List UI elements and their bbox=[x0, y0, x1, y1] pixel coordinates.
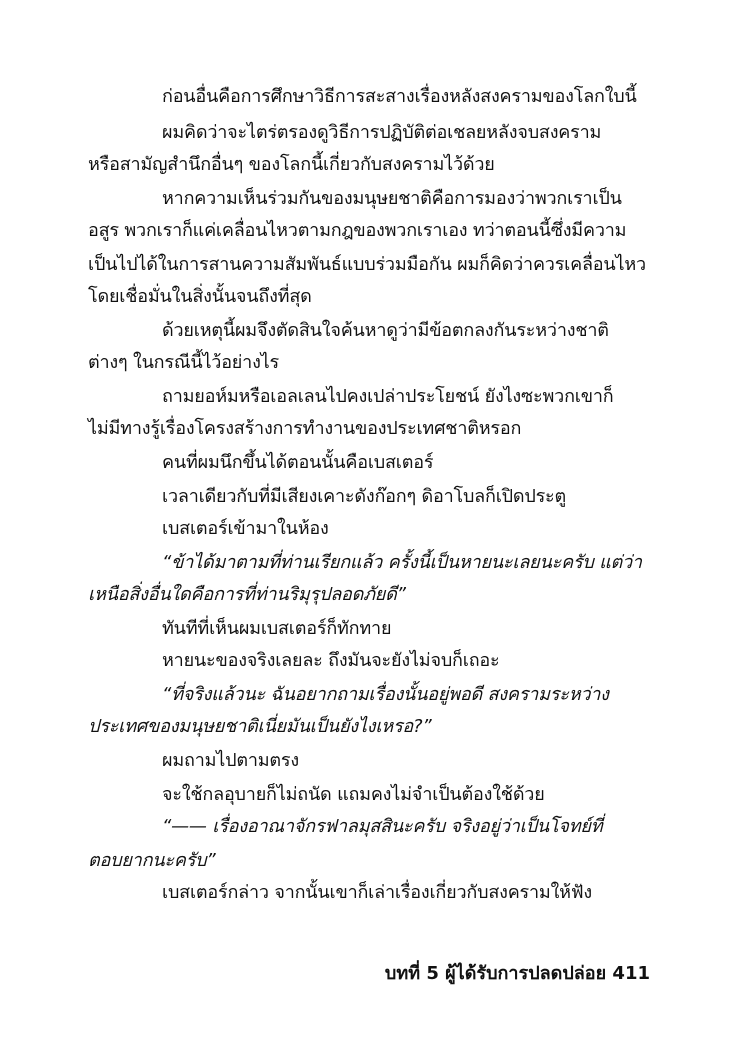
dialogue-line: “ที่จริงแล้วนะ ฉันอยากถามเรื่องนั้นอยู่พอดี สงครามระหว่าง bbox=[162, 684, 609, 705]
dialogue-line: ประเทศของมนุษยชาติเนี่ยมันเป็นยังไงเหรอ?” bbox=[88, 716, 432, 737]
text-line: เบสเตอร์กล่าว จากนั้นเขาก็เล่าเรื่องเกี่ยวกับสงครามให้ฟัง bbox=[162, 882, 592, 903]
dialogue-line: เหนือสิ่งอื่นใดคือการที่ท่านริมุรุปลอดภัยดี” bbox=[88, 584, 406, 605]
text-line: จะใช้กลอุบายก็ไม่ถนัด แถมคงไม่จำเป็นต้องใช้ด้วย bbox=[162, 784, 545, 805]
text-line: ทันทีที่เห็นผมเบสเตอร์ก็ทักทาย bbox=[162, 618, 392, 639]
text-line: หากความเห็นร่วมกันของมนุษยชาติคือการมองว่าพวกเราเป็น bbox=[162, 188, 622, 209]
page-footer: บทที่ 5 ผู้ได้รับการปลดปล่อย 411 bbox=[384, 963, 650, 984]
text-line: เป็นไปได้ในการสานความสัมพันธ์แบบร่วมมือกัน ผมก็คิดว่าควรเคลื่อนไหว bbox=[88, 254, 646, 275]
text-line: ถามยอห์มหรือเอลเลนไปคงเปล่าประโยชน์ ยังไงซะพวกเขาก็ bbox=[162, 386, 614, 407]
text-line: ไม่มีทางรู้เรื่องโครงสร้างการทำงานของประเทศชาติหรอก bbox=[88, 418, 522, 439]
text-line: เวลาเดียวกับที่มีเสียงเคาะดังก๊อกๆ ดิอาโบลก็เปิดประตู bbox=[162, 486, 567, 507]
text-line: หายนะของจริงเลยละ ถึงมันจะยังไม่จบก็เถอะ bbox=[162, 650, 500, 671]
dialogue-line: “—— เรื่องอาณาจักรฟาลมุสสินะครับ จริงอยู่ว่าเป็นโจทย์ที่ bbox=[162, 816, 603, 837]
text-line: อสูร พวกเราก็แค่เคลื่อนไหวตามกฎของพวกเราเอง ทว่าตอนนี้ซึ่งมีความ bbox=[88, 220, 627, 241]
dialogue-line: ตอบยากนะครับ” bbox=[88, 850, 216, 871]
text-line: ต่างๆ ในกรณีนี้ไว้อย่างไร bbox=[88, 352, 279, 373]
text-line: ด้วยเหตุนี้ผมจึงตัดสินใจค้นหาดูว่ามีข้อตกลงกันระหว่างชาติ bbox=[162, 320, 609, 341]
text-line: คนที่ผมนึกขึ้นได้ตอนนั้นคือเบสเตอร์ bbox=[162, 452, 434, 473]
text-line: เบสเตอร์เข้ามาในห้อง bbox=[162, 518, 329, 539]
text-line: ก่อนอื่นคือการศึกษาวิธีการสะสางเรื่องหลังสงครามของโลกใบนี้ bbox=[162, 86, 637, 107]
text-line: หรือสามัญสำนึกอื่นๆ ของโลกนี้เกี่ยวกับสงครามไว้ด้วย bbox=[88, 154, 495, 175]
text-line: ผมถามไปตามตรง bbox=[162, 750, 299, 771]
text-line: ผมคิดว่าจะไตร่ตรองดูวิธีการปฏิบัติต่อเชลยหลังจบสงคราม bbox=[162, 122, 602, 143]
dialogue-line: “ข้าได้มาตามที่ท่านเรียกแล้ว ครั้งนี้เป็นหายนะเลยนะครับ แต่ว่า bbox=[162, 552, 642, 573]
text-line: โดยเชื่อมั่นในสิ่งนั้นจนถึงที่สุด bbox=[88, 286, 312, 307]
